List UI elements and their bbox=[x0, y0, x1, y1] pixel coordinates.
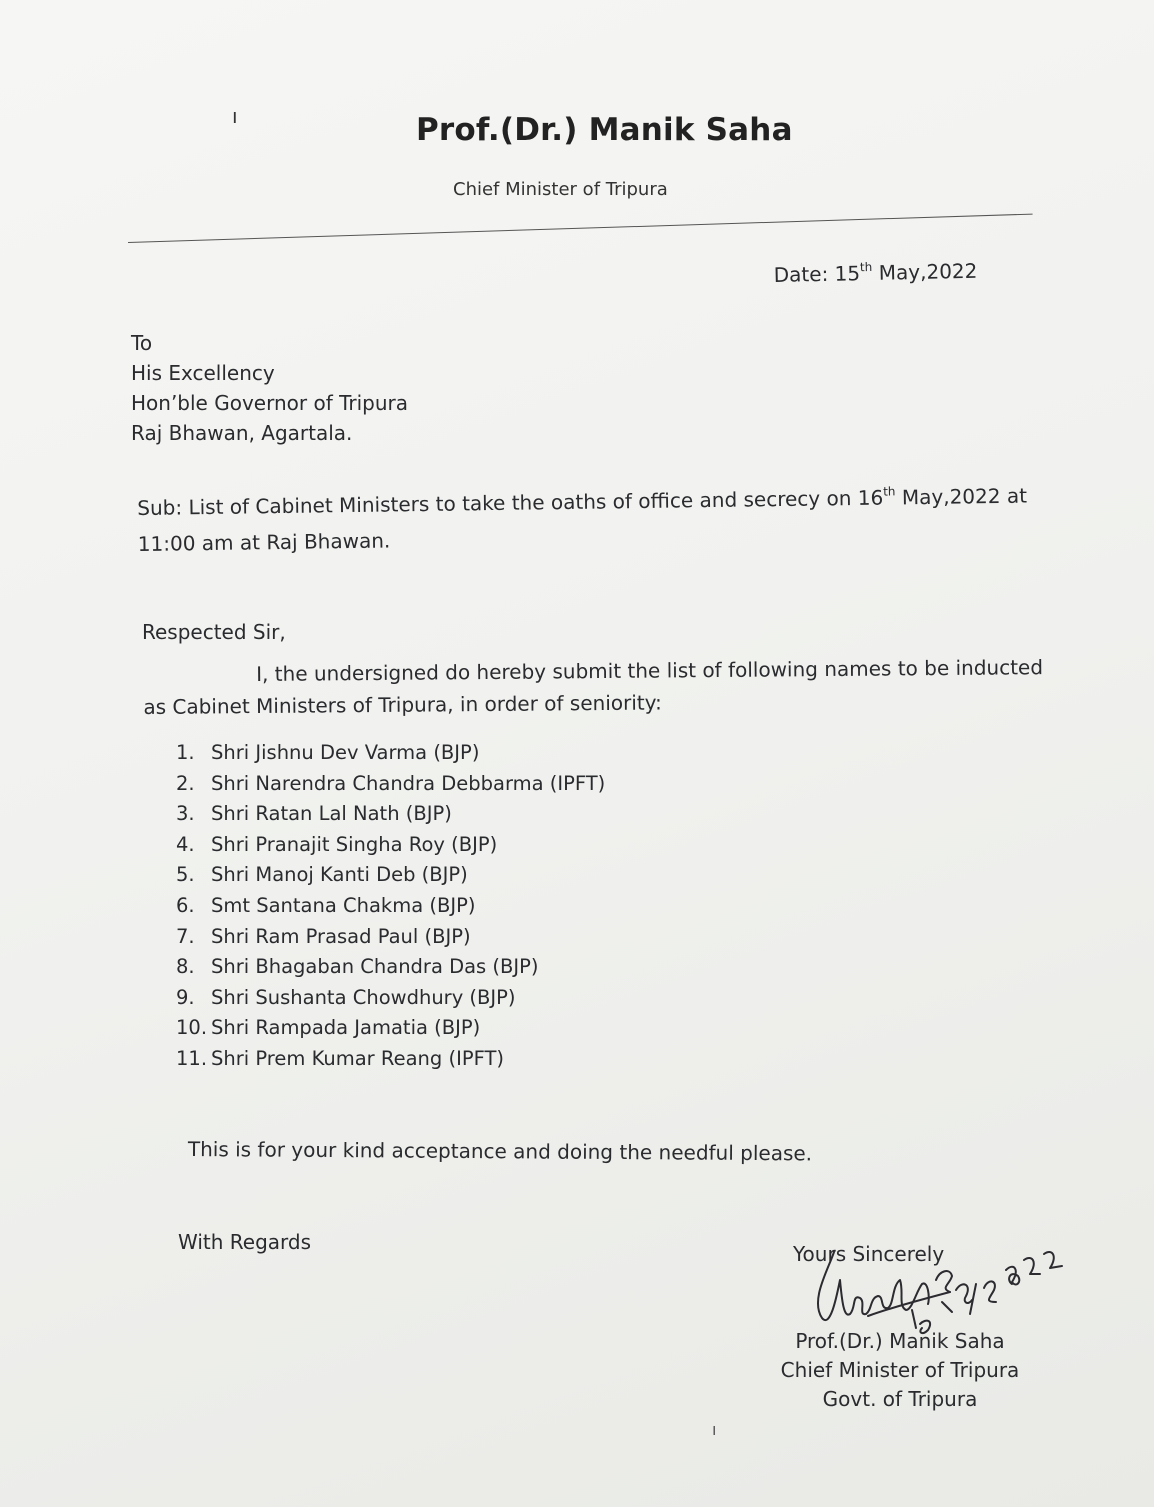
list-item: 1. Shri Jishnu Dev Varma (BJP) bbox=[176, 741, 480, 764]
body-paragraph bbox=[143, 651, 1043, 723]
recipient-address bbox=[131, 328, 408, 448]
list-item: 8. Shri Bhagaban Chandra Das (BJP) bbox=[176, 955, 539, 979]
body-line-2: as Cabinet Ministers of Tripura, in order of seniority: bbox=[143, 690, 662, 719]
stray-pen-mark: ı bbox=[232, 104, 238, 128]
minister-list bbox=[176, 738, 605, 1075]
list-item: 9. Shri Sushanta Chowdhury (BJP) bbox=[176, 985, 516, 1009]
recipient-line-1: His Excellency bbox=[131, 361, 275, 385]
letterhead-title: Chief Minister of Tripura bbox=[453, 179, 668, 200]
recipient-to: To bbox=[131, 331, 153, 355]
signatory-title: Chief Minister of Tripura bbox=[780, 1358, 1020, 1382]
letterhead-name: Prof.(Dr.) Manik Saha bbox=[416, 112, 793, 148]
body-line-1: I, the undersigned do hereby submit the list of following names to be inducted bbox=[256, 655, 1044, 687]
subject-line-1: Sub: List of Cabinet Ministers to take the oaths of office and secrecy on 16th May,2022 at bbox=[137, 483, 1028, 520]
header-divider bbox=[128, 214, 1033, 243]
closing-line: This is for your kind acceptance and doing the needful please. bbox=[187, 1137, 813, 1166]
list-item: 4. Shri Pranajit Singha Roy (BJP) bbox=[176, 832, 498, 856]
list-item: 2. Shri Narendra Chandra Debbarma (IPFT) bbox=[176, 771, 606, 795]
list-item: 10. Shri Rampada Jamatia (BJP) bbox=[176, 1016, 481, 1040]
signatory-govt: Govt. of Tripura bbox=[822, 1387, 978, 1411]
yours-sincerely: Yours Sincerely bbox=[793, 1242, 945, 1266]
handwritten-signature bbox=[800, 1240, 1070, 1350]
recipient-line-3: Raj Bhawan, Agartala. bbox=[131, 421, 353, 445]
letter-date: Date: 15th May,2022 bbox=[773, 258, 978, 287]
with-regards: With Regards bbox=[178, 1230, 312, 1254]
paper-speck: ı bbox=[712, 1420, 717, 1439]
list-item: 5. Shri Manoj Kanti Deb (BJP) bbox=[176, 863, 468, 887]
list-item: 11. Shri Prem Kumar Reang (IPFT) bbox=[176, 1046, 504, 1070]
subject-block bbox=[137, 472, 1028, 562]
signatory-name: Prof.(Dr.) Manik Saha bbox=[795, 1329, 1005, 1353]
list-item: 7. Shri Ram Prasad Paul (BJP) bbox=[176, 924, 471, 948]
salutation: Respected Sir, bbox=[142, 620, 286, 644]
subject-line-2: 11:00 am at Raj Bhawan. bbox=[137, 528, 391, 556]
recipient-line-2: Hon’ble Governor of Tripura bbox=[131, 391, 409, 415]
list-item: 6. Smt Santana Chakma (BJP) bbox=[176, 893, 476, 917]
list-item: 3. Shri Ratan Lal Nath (BJP) bbox=[176, 802, 452, 826]
